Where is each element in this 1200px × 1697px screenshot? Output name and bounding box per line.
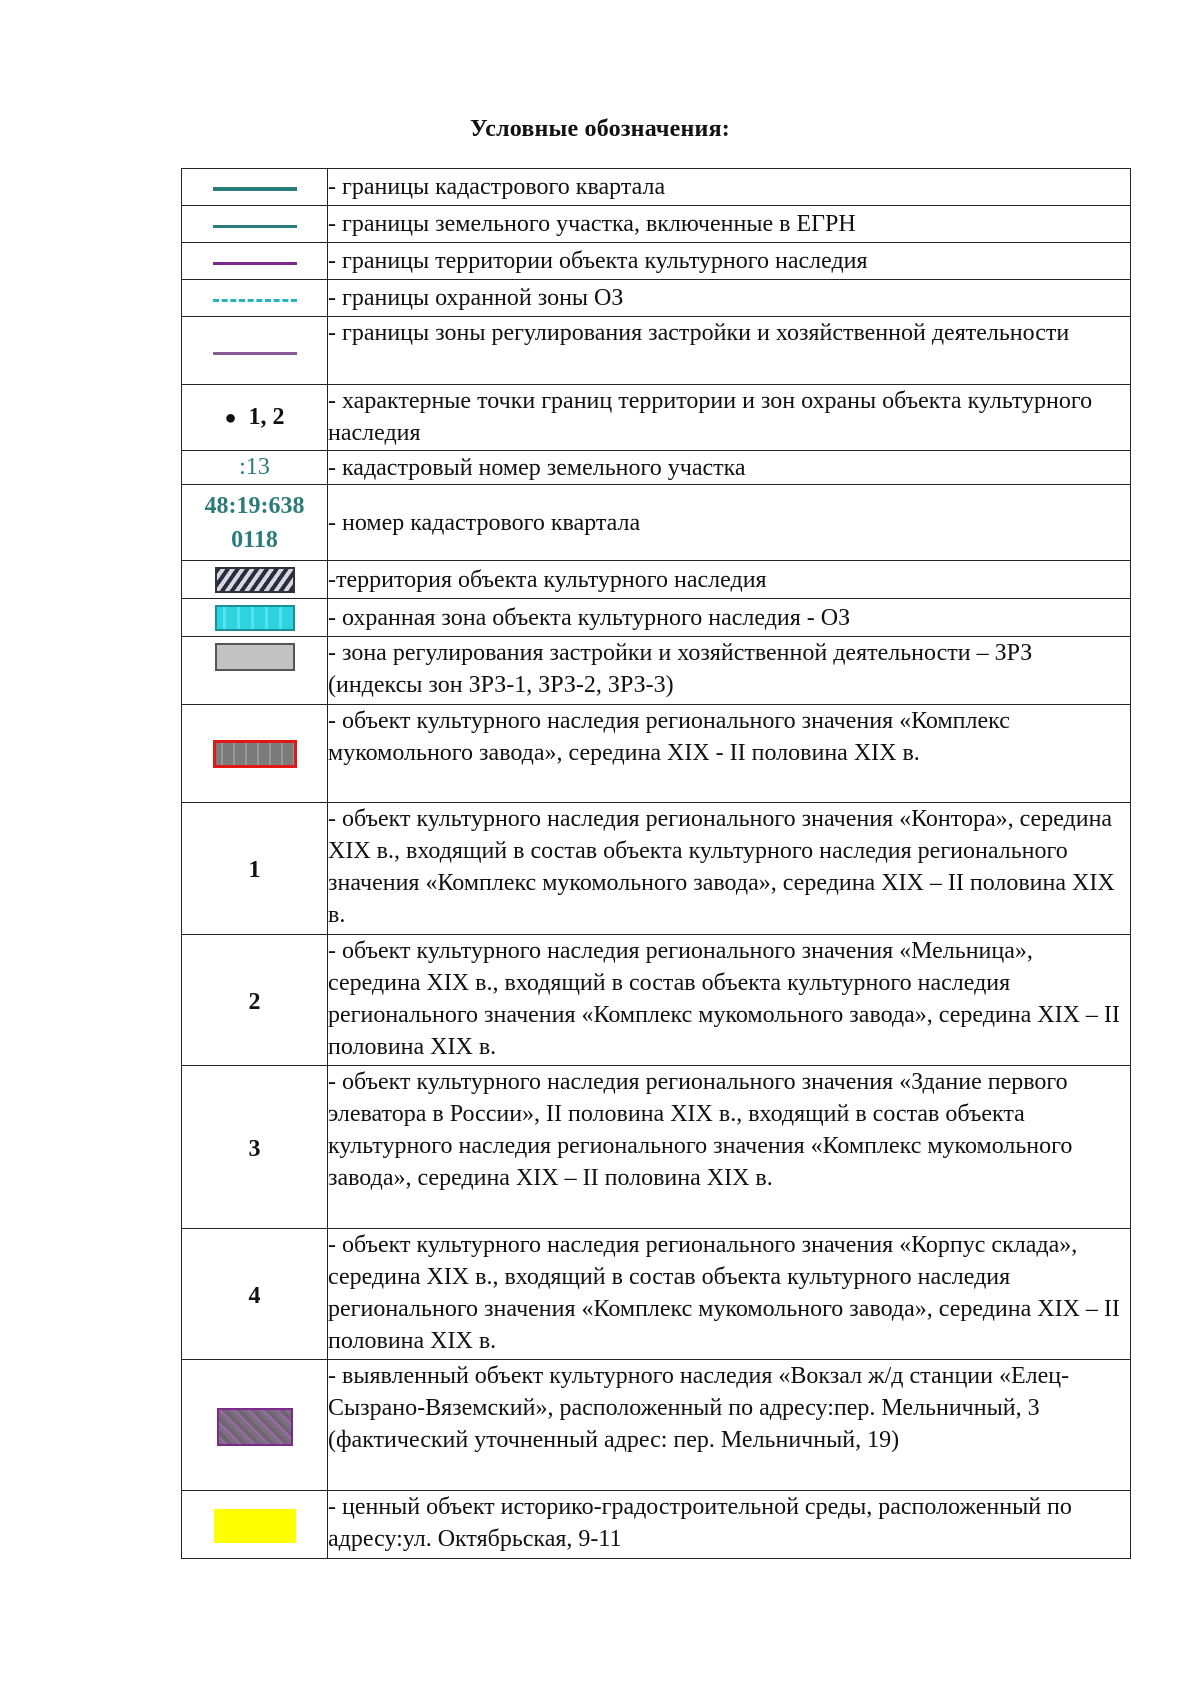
legend-symbol-cell — [182, 1066, 328, 1229]
legend-symbol-cell — [182, 206, 328, 243]
object-number: 3 — [248, 1135, 261, 1162]
land-plot-boundary-line-icon — [213, 225, 297, 228]
valuable-object-swatch-icon — [214, 1509, 296, 1543]
cadastral-quarter-line-icon — [213, 187, 297, 191]
legend-row — [182, 561, 1131, 599]
legend-description: - границы зоны регулирования застройки и хозяйственной деятельности — [328, 317, 1131, 385]
legend-row — [182, 935, 1131, 1066]
legend-row — [182, 705, 1131, 803]
object-number: 2 — [248, 988, 261, 1015]
heritage-complex-swatch-icon — [213, 740, 297, 768]
legend-row — [182, 385, 1131, 451]
legend-symbol-cell — [182, 803, 328, 935]
legend-description: - объект культурного наследия регионального значения «Корпус склада», середина XIX в., входящий в состав объекта культурного наследия регионального значения «Комплекс мукомольного завода», середина XIX – II половина XIX в. — [328, 1229, 1131, 1360]
legend-description: - номер кадастрового квартала — [328, 485, 1131, 561]
legend-symbol-cell — [182, 935, 328, 1066]
legend-row — [182, 243, 1131, 280]
legend-row — [182, 803, 1131, 935]
legend-row — [182, 451, 1131, 485]
legend-row — [182, 1066, 1131, 1229]
legend-row — [182, 485, 1131, 561]
legend-title: Условные обозначения: — [470, 116, 730, 142]
legend-row — [182, 1229, 1131, 1360]
legend-symbol-cell — [182, 243, 328, 280]
legend-row — [182, 599, 1131, 637]
hatched-territory-swatch-icon — [215, 567, 295, 593]
legend-symbol-cell — [182, 561, 328, 599]
cadastral-quarter-number-line1: 48:19:638 — [204, 492, 305, 519]
legend-row — [182, 637, 1131, 705]
legend-description: - объект культурного наследия регионального значения «Здание первого элеватора в России», II половина XIX в., входящий в состав объекта культурного наследия регионального значения «Комплекс мукомольного завода», середина XIX – II половина XIX в. — [328, 1066, 1131, 1229]
legend-symbol-cell — [182, 1360, 328, 1491]
point-dot-icon: ● — [224, 407, 237, 429]
legend-symbol-cell — [182, 485, 328, 561]
legend-description: - зона регулирования застройки и хозяйственной деятельности – ЗРЗ (индексы зон ЗРЗ-1, ЗРЗ-2, ЗРЗ-3) — [328, 637, 1131, 705]
object-number: 4 — [248, 1282, 261, 1309]
cadastral-number-sample: :13 — [239, 454, 270, 480]
legend-symbol-cell — [182, 599, 328, 637]
legend-row — [182, 206, 1131, 243]
legend-description: - кадастровый номер земельного участка — [328, 451, 1131, 485]
identified-heritage-swatch-icon — [217, 1408, 293, 1446]
legend-description: - границы кадастрового квартала — [328, 169, 1131, 206]
legend-symbol-cell — [182, 317, 328, 385]
legend-row — [182, 169, 1131, 206]
legend-row — [182, 280, 1131, 317]
points-label: 1, 2 — [248, 404, 285, 430]
protection-zone-line-icon — [213, 299, 297, 302]
legend-description: - объект культурного наследия регионального значения «Мельница», середина XIX в., входящий в состав объекта культурного наследия регионального значения «Комплекс мукомольного завода», середина XIX – II половина XIX в. — [328, 935, 1131, 1066]
legend-symbol-cell — [182, 1229, 328, 1360]
legend-description: - границы охранной зоны ОЗ — [328, 280, 1131, 317]
legend-row — [182, 317, 1131, 385]
legend-description: - охранная зона объекта культурного наследия - ОЗ — [328, 599, 1131, 637]
legend-symbol-cell — [182, 280, 328, 317]
legend-description: - выявленный объект культурного наследия «Вокзал ж/д станции «Елец-Сызрано-Вяземский», расположенный по адресу:пер. Мельничный, 3 (фактический уточненный адрес: пер. Мельничный, 19) — [328, 1360, 1131, 1491]
heritage-territory-line-icon — [213, 262, 297, 265]
legend-description: - объект культурного наследия регионального значения «Контора», середина XIX в., входящий в состав объекта культурного наследия регионального значения «Комплекс мукомольного завода», середина XIX – II половина XIX в. — [328, 803, 1131, 935]
regulation-zone-swatch-icon — [215, 643, 295, 671]
protection-zone-swatch-icon — [215, 605, 295, 631]
legend-row — [182, 1491, 1131, 1559]
legend-description: - ценный объект историко-градостроительной среды, расположенный по адресу:ул. Октябрьская, 9-11 — [328, 1491, 1131, 1559]
regulation-zone-line-icon — [213, 352, 297, 355]
legend-description: - границы территории объекта культурного наследия — [328, 243, 1131, 280]
legend-symbol-cell — [182, 637, 328, 705]
legend-description: - границы земельного участка, включенные в ЕГРН — [328, 206, 1131, 243]
legend-symbol-cell — [182, 1491, 328, 1559]
legend-symbol-cell — [182, 705, 328, 803]
legend-table — [181, 168, 1131, 1559]
cadastral-quarter-number-line2: 0118 — [231, 526, 278, 553]
object-number: 1 — [248, 857, 261, 883]
legend-description: -территория объекта культурного наследия — [328, 561, 1131, 599]
legend-symbol-cell — [182, 169, 328, 206]
legend-symbol-cell — [182, 385, 328, 451]
legend-description: - характерные точки границ территории и зон охраны объекта культурного наследия — [328, 385, 1131, 451]
legend-symbol-cell — [182, 451, 328, 485]
legend-row — [182, 1360, 1131, 1491]
legend-description: - объект культурного наследия регионального значения «Комплекс мукомольного завода», середина XIX - II половина XIX в. — [328, 705, 1131, 803]
characteristic-points-symbol — [224, 404, 284, 430]
